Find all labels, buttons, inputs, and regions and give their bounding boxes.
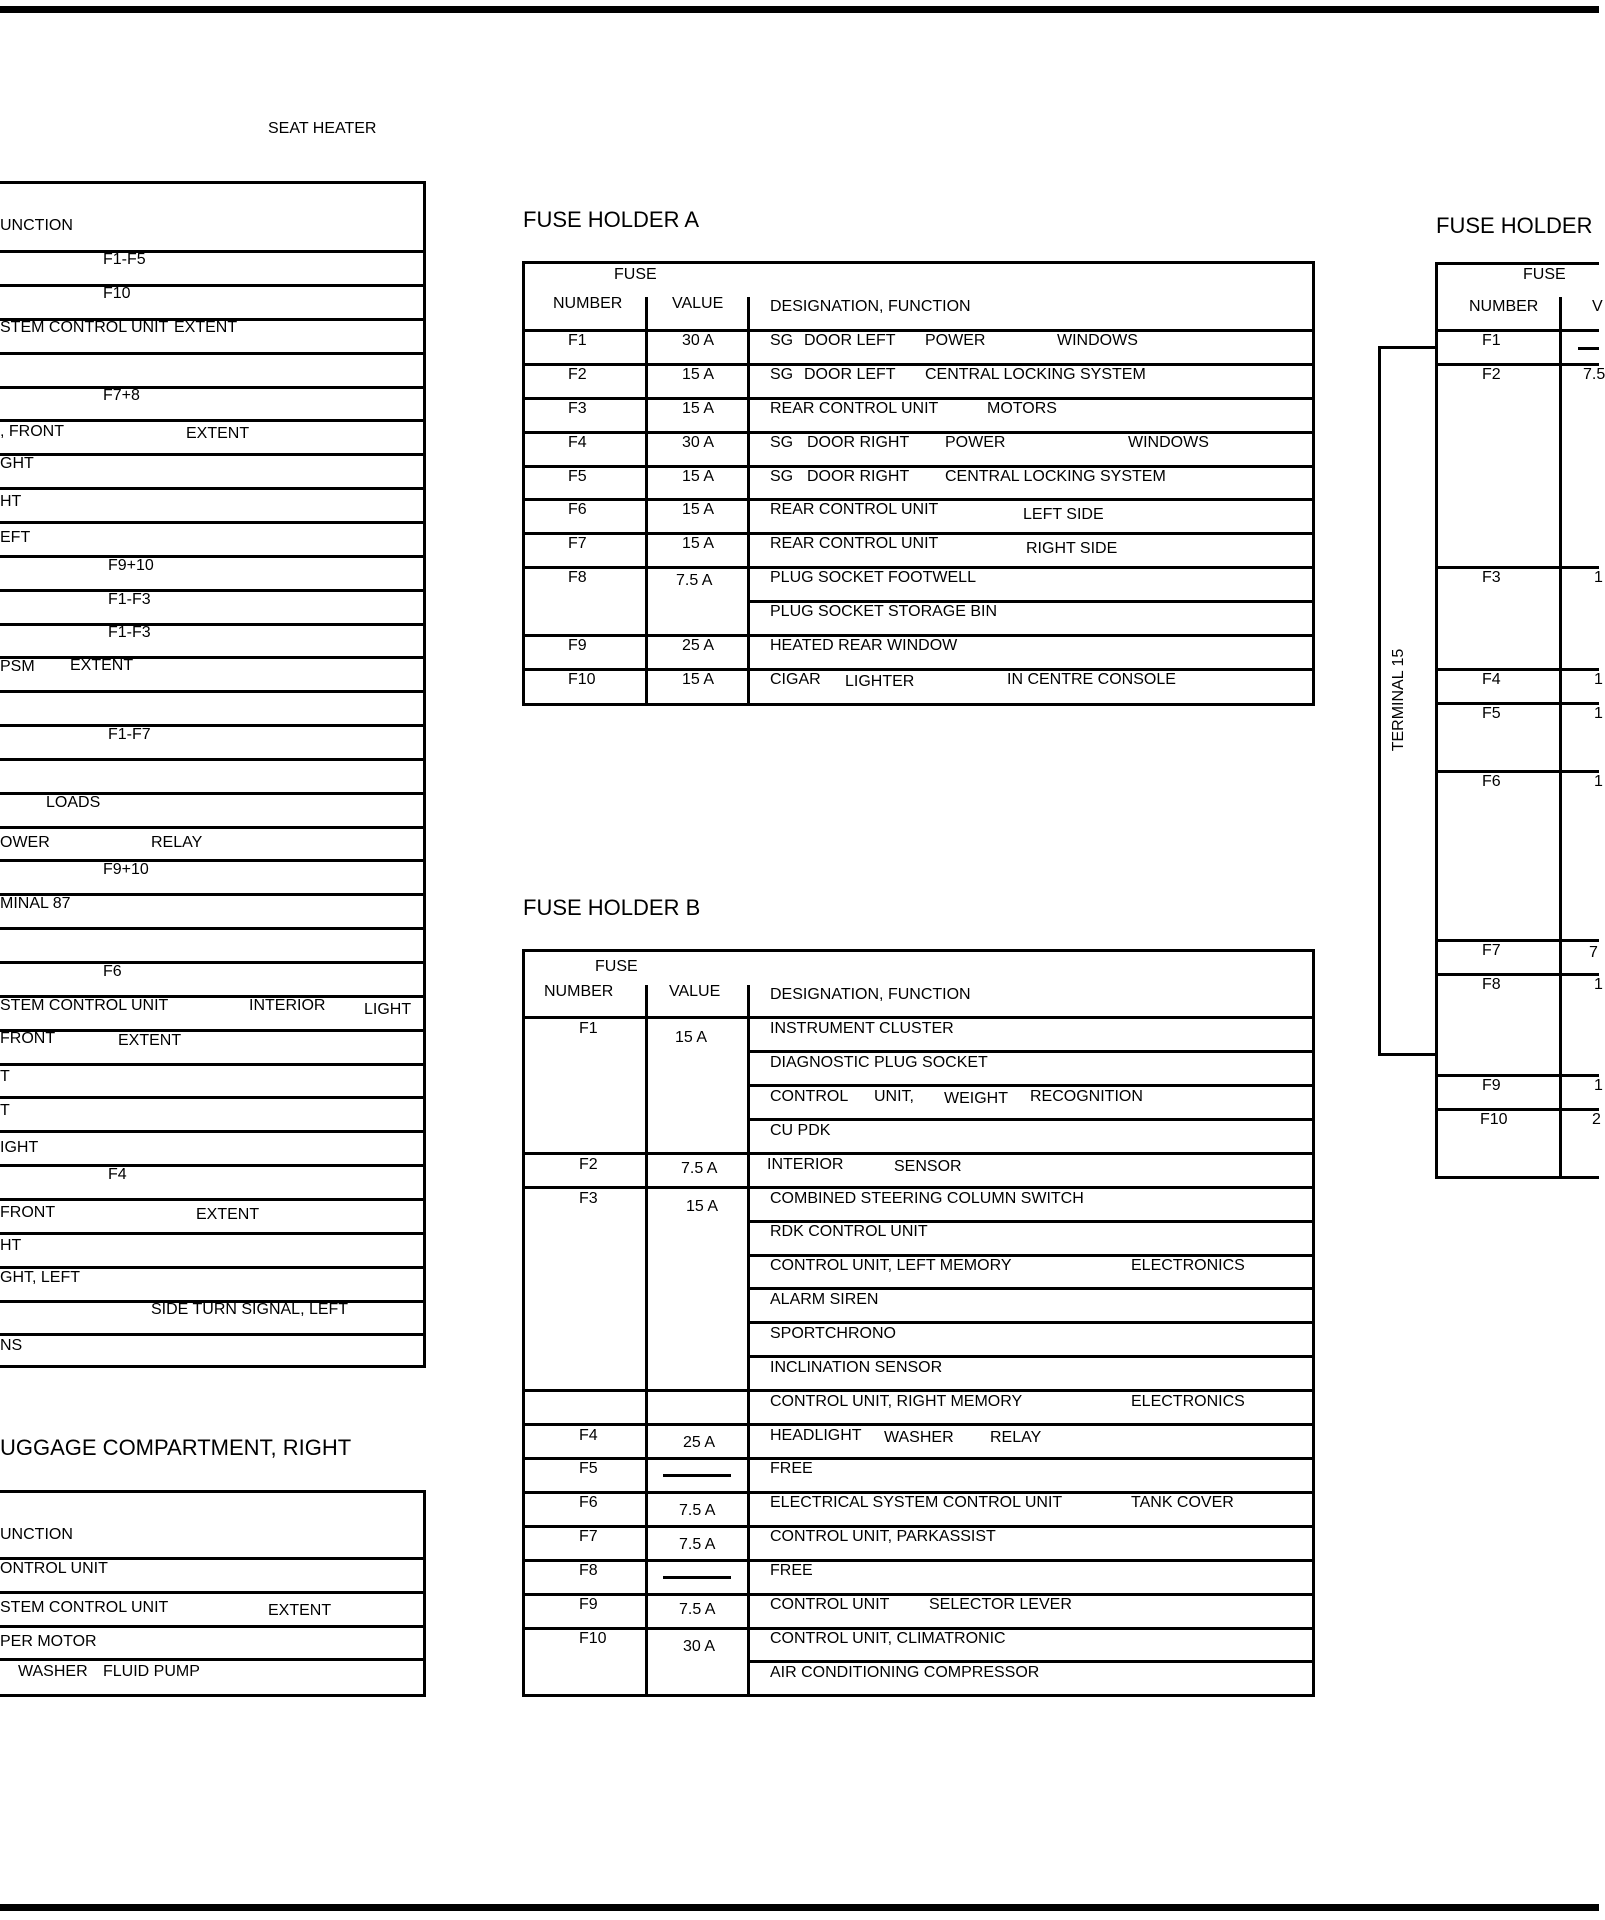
luggage-row-text: EXTENT: [268, 1602, 332, 1619]
fuse-designation: PLUG SOCKET STORAGE BIN: [770, 603, 998, 620]
fuse-designation: HEATED REAR WINDOW: [770, 637, 958, 654]
fuse-number: F2: [568, 366, 587, 383]
fuse-designation: CONTROL UNIT, LEFT MEMORY: [770, 1257, 1012, 1274]
free-slot-dash: [663, 1474, 731, 1477]
fuse-value: 15 A: [682, 501, 715, 518]
fuse-number: F4: [579, 1427, 598, 1444]
column-header-number: NUMBER: [544, 983, 614, 1000]
fuse-designation: REAR CONTROL UNIT: [770, 400, 939, 417]
fuse-designation: INTERIOR: [767, 1156, 844, 1173]
fuse-designation: SG: [770, 434, 794, 451]
terminal-bracket: [1378, 1053, 1438, 1056]
fuse-designation: DIAGNOSTIC PLUG SOCKET: [770, 1054, 988, 1071]
fuse-designation: ELECTRICAL SYSTEM CONTROL UNIT: [770, 1494, 1063, 1511]
terminal-bracket: [1378, 346, 1381, 1056]
fuse-number: F10: [1480, 1111, 1508, 1128]
fuse-designation: ALARM SIREN: [770, 1291, 879, 1308]
luggage-row-text: FLUID PUMP: [103, 1663, 200, 1680]
fuse-designation: HEADLIGHT: [770, 1427, 862, 1444]
fuse-designation: DOOR RIGHT: [807, 468, 910, 485]
left-row-text: EXTENT: [118, 1032, 182, 1049]
fuse-value: 1: [1594, 569, 1603, 586]
left-row-text: HT: [0, 1237, 22, 1254]
fuse-value: 7.5 A: [676, 572, 713, 589]
fuse-number: F8: [568, 569, 587, 586]
fuse-designation: RECOGNITION: [1030, 1088, 1143, 1105]
fuse-designation: CONTROL UNIT, CLIMATRONIC: [770, 1630, 1006, 1647]
fuse-value: 1: [1594, 671, 1603, 688]
left-row-text: F7+8: [103, 387, 140, 404]
column-header-value: V: [1592, 298, 1603, 315]
left-row-text: STEM CONTROL UNIT: [0, 997, 169, 1014]
column-header-value: VALUE: [669, 983, 721, 1000]
fuse-number: F2: [579, 1156, 598, 1173]
fuse-number: F3: [1482, 569, 1501, 586]
fuse-designation: WINDOWS: [1128, 434, 1209, 451]
fuse-designation: WEIGHT: [944, 1090, 1008, 1107]
fuse-designation: SPORTCHRONO: [770, 1325, 896, 1342]
fuse-value: 25 A: [683, 1434, 716, 1451]
fuse-number: F1: [1482, 332, 1501, 349]
luggage-row-text: ONTROL UNIT: [0, 1560, 108, 1577]
fuse-designation: CONTROL: [770, 1088, 849, 1105]
fuse-value: 7.5: [1583, 366, 1605, 383]
fuse-designation: SG: [770, 366, 794, 383]
fuse-designation: UNIT,: [874, 1088, 914, 1105]
fuse-designation: CIGAR: [770, 671, 821, 688]
left-row-text: F9+10: [108, 557, 154, 574]
fuse-value: 1: [1594, 1077, 1603, 1094]
fuse-value: 25 A: [682, 637, 715, 654]
fuse-designation: INSTRUMENT CLUSTER: [770, 1020, 954, 1037]
fuse-designation: POWER: [925, 332, 986, 349]
left-row-text: T: [0, 1068, 10, 1085]
fuse-designation: AIR CONDITIONING COMPRESSOR: [770, 1664, 1040, 1681]
fuse-value: 7.5 A: [679, 1502, 716, 1519]
left-row-text: EFT: [0, 529, 31, 546]
fuse-value: 30 A: [683, 1638, 716, 1655]
left-row-text: EXTENT: [70, 657, 134, 674]
left-row-text: T: [0, 1102, 10, 1119]
luggage-row-text: WASHER: [18, 1663, 88, 1680]
fuse-number: F1: [579, 1020, 598, 1037]
left-row-text: NS: [0, 1337, 23, 1354]
column-header-value: VALUE: [672, 295, 724, 312]
left-row-text: F1-F3: [108, 624, 151, 641]
left-row-text: LOADS: [46, 794, 101, 811]
fuse-number: F6: [568, 501, 587, 518]
left-row-text: F1-F3: [108, 591, 151, 608]
column-header-fuse: FUSE: [1523, 266, 1566, 283]
left-row-text: FRONT: [0, 1030, 56, 1047]
fuse-designation: LEFT SIDE: [1023, 506, 1104, 523]
fuse-number: F10: [568, 671, 596, 688]
fuse-designation: CONTROL UNIT, RIGHT MEMORY: [770, 1393, 1023, 1410]
left-row-text: STEM CONTROL UNIT: [0, 319, 169, 336]
fuse-value: 7.5 A: [681, 1160, 718, 1177]
bottom-border: [0, 1904, 1599, 1911]
fuse-number: F6: [579, 1494, 598, 1511]
fuse-designation: RDK CONTROL UNIT: [770, 1223, 928, 1240]
fuse-value: 7: [1589, 944, 1598, 961]
fuse-number: F9: [1482, 1077, 1501, 1094]
luggage-row-text: PER MOTOR: [0, 1633, 97, 1650]
left-row-text: EXTENT: [196, 1206, 260, 1223]
fuse-designation: SELECTOR LEVER: [929, 1596, 1072, 1613]
left-row-text: IGHT: [0, 1139, 39, 1156]
fuse-designation: CENTRAL LOCKING SYSTEM: [925, 366, 1146, 383]
fuse-designation: TANK COVER: [1131, 1494, 1234, 1511]
left-row-text: HT: [0, 493, 22, 510]
left-row-text: SIDE TURN SIGNAL, LEFT: [151, 1301, 349, 1318]
fuse-designation: DOOR RIGHT: [807, 434, 910, 451]
fuse-number: F7: [568, 535, 587, 552]
fuse-designation: WINDOWS: [1057, 332, 1138, 349]
fuse-number: F8: [1482, 976, 1501, 993]
luggage-title: UGGAGE COMPARTMENT, RIGHT: [0, 1435, 352, 1460]
fuse-designation: SG: [770, 332, 794, 349]
left-row-text: EXTENT: [186, 425, 250, 442]
luggage-row-text: UNCTION: [0, 1526, 73, 1543]
left-row-text: F1-F5: [103, 251, 146, 268]
seat-heater-label: SEAT HEATER: [268, 120, 377, 137]
fuse-designation: MOTORS: [987, 400, 1057, 417]
fuse-number: F3: [568, 400, 587, 417]
left-row-text: , FRONT: [0, 423, 64, 440]
fuse-designation: FREE: [770, 1460, 813, 1477]
fuse-designation: DOOR LEFT: [804, 366, 896, 383]
fuse-designation: RELAY: [990, 1429, 1042, 1446]
fuse-designation: PLUG SOCKET FOOTWELL: [770, 569, 976, 586]
left-row-text: MINAL 87: [0, 895, 71, 912]
fuse-value: 15 A: [686, 1198, 719, 1215]
fuse-number: F2: [1482, 366, 1501, 383]
left-row-text: GHT, LEFT: [0, 1269, 81, 1286]
fuse-designation: INCLINATION SENSOR: [770, 1359, 943, 1376]
column-header-fuse: FUSE: [595, 958, 638, 975]
terminal-bracket: [1378, 346, 1438, 349]
fuse-value: 2: [1592, 1111, 1601, 1128]
left-row-text: INTERIOR: [249, 997, 326, 1014]
fuse-number: F5: [1482, 705, 1501, 722]
fuse-number: F8: [579, 1562, 598, 1579]
left-row-text: RELAY: [151, 834, 203, 851]
fuse-number: F9: [568, 637, 587, 654]
fuse-number: F3: [579, 1190, 598, 1207]
fuse-value: 15 A: [682, 366, 715, 383]
fuse-value: 15 A: [682, 468, 715, 485]
fuse-value: 1: [1594, 705, 1603, 722]
fuse-value: 15 A: [682, 535, 715, 552]
fuse-number: F5: [579, 1460, 598, 1477]
fuse-designation: SG: [770, 468, 794, 485]
fuse-designation: RIGHT SIDE: [1026, 540, 1118, 557]
column-header-fuse: FUSE: [614, 266, 657, 283]
fuse-designation: CU PDK: [770, 1122, 831, 1139]
fuse-value: 15 A: [682, 400, 715, 417]
fuse-number: F7: [1482, 942, 1501, 959]
left-row-text: GHT: [0, 455, 34, 472]
fuse-value: 15 A: [682, 671, 715, 688]
fuse-value: 7.5 A: [679, 1536, 716, 1553]
free-slot-dash: [663, 1576, 731, 1579]
fuse-value: 30 A: [682, 434, 715, 451]
fuse-holder-c-title: FUSE HOLDER: [1436, 213, 1593, 238]
left-row-text: F10: [103, 285, 131, 302]
fuse-number: F5: [568, 468, 587, 485]
fuse-holder-a-title: FUSE HOLDER A: [523, 207, 700, 232]
fuse-number: F10: [579, 1630, 607, 1647]
fuse-designation: ELECTRONICS: [1131, 1257, 1245, 1274]
fuse-number: F1: [568, 332, 587, 349]
left-row-text: PSM: [0, 658, 35, 675]
left-row-text: LIGHT: [364, 1001, 412, 1018]
left-row-text: EXTENT: [174, 319, 238, 336]
left-row-text: F1-F7: [108, 726, 151, 743]
column-header-number: NUMBER: [553, 295, 623, 312]
fuse-holder-b-title: FUSE HOLDER B: [523, 895, 701, 920]
column-header-designation: DESIGNATION, FUNCTION: [770, 298, 971, 315]
luggage-row-text: STEM CONTROL UNIT: [0, 1599, 169, 1616]
fuse-designation: POWER: [945, 434, 1006, 451]
fuse-number: F6: [1482, 773, 1501, 790]
fuse-number: F7: [579, 1528, 598, 1545]
fuse-number: F4: [1482, 671, 1501, 688]
top-border: [0, 6, 1599, 13]
fuse-designation: CENTRAL LOCKING SYSTEM: [945, 468, 1166, 485]
column-header-designation: DESIGNATION, FUNCTION: [770, 986, 971, 1003]
fuse-designation: REAR CONTROL UNIT: [770, 501, 939, 518]
fuse-designation: IN CENTRE CONSOLE: [1007, 671, 1176, 688]
fuse-value: 1: [1594, 976, 1603, 993]
fuse-designation: LIGHTER: [845, 673, 915, 690]
fuse-value: 30 A: [682, 332, 715, 349]
fuse-designation: REAR CONTROL UNIT: [770, 535, 939, 552]
column-header-number: NUMBER: [1469, 298, 1539, 315]
fuse-designation: SENSOR: [894, 1158, 962, 1175]
fuse-value: 15 A: [675, 1029, 708, 1046]
fuse-value: 1: [1594, 773, 1603, 790]
left-row-text: UNCTION: [0, 217, 73, 234]
fuse-designation: CONTROL UNIT: [770, 1596, 890, 1613]
fuse-value: 7.5 A: [679, 1601, 716, 1618]
left-row-text: OWER: [0, 834, 50, 851]
fuse-designation: ELECTRONICS: [1131, 1393, 1245, 1410]
left-row-text: F4: [108, 1166, 127, 1183]
fuse-number: F9: [579, 1596, 598, 1613]
fuse-designation: COMBINED STEERING COLUMN SWITCH: [770, 1190, 1084, 1207]
left-row-text: FRONT: [0, 1204, 56, 1221]
fuse-designation: DOOR LEFT: [804, 332, 896, 349]
left-row-text: F6: [103, 963, 122, 980]
fuse-designation: CONTROL UNIT, PARKASSIST: [770, 1528, 996, 1545]
fuse-designation: WASHER: [884, 1429, 954, 1446]
fuse-number: F4: [568, 434, 587, 451]
fuse-designation: FREE: [770, 1562, 813, 1579]
free-slot-dash: [1578, 347, 1599, 350]
left-row-text: F9+10: [103, 861, 149, 878]
terminal-15-label: TERMINAL 15: [1390, 648, 1407, 752]
